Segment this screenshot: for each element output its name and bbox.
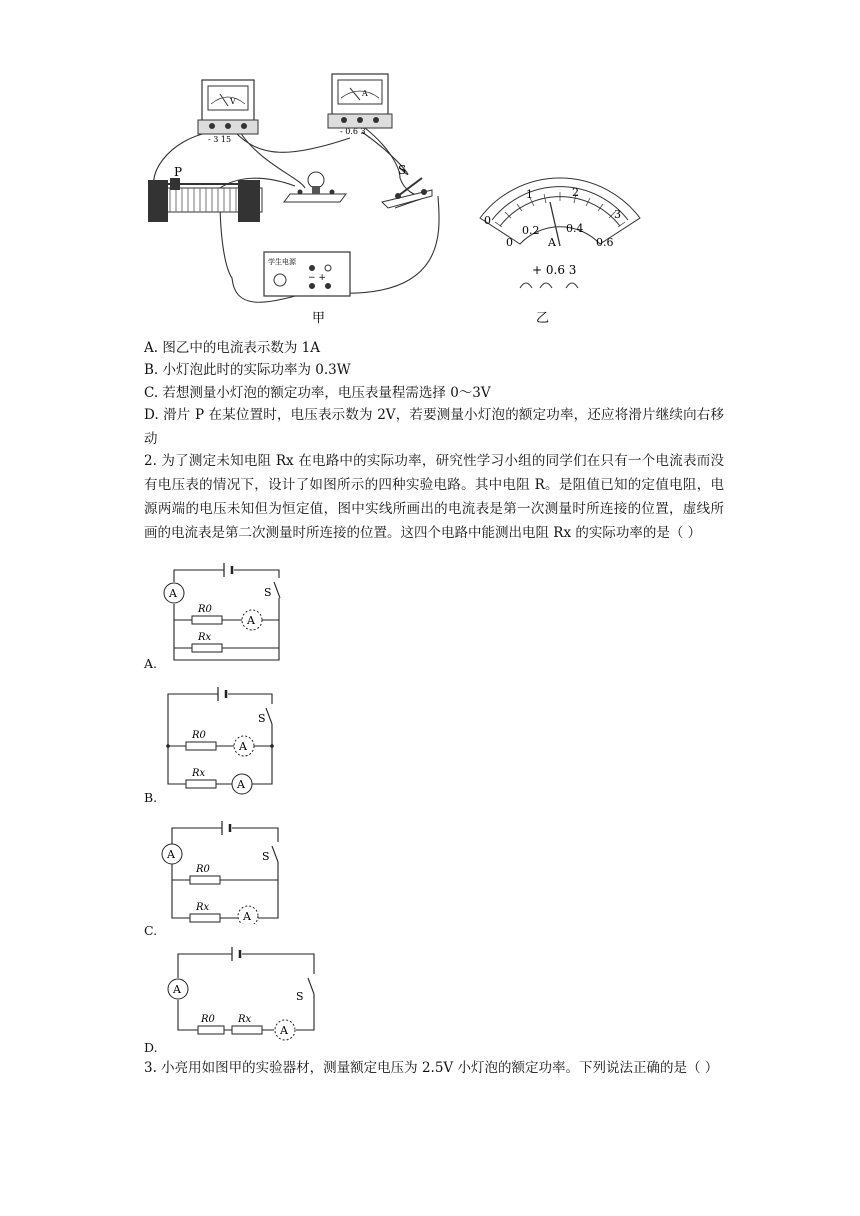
dial-outer-tick-0: 0 — [484, 214, 491, 227]
circuit-b-meter-label: A — [237, 778, 245, 791]
circuit-c-dashed-meter-label: A — [243, 910, 251, 923]
circuit-b-rx-label: Rx — [192, 768, 206, 779]
circuit-c-meter-label: A — [167, 848, 175, 861]
switch-label: S — [398, 163, 407, 177]
q2-text: 2. 为了测定未知电阻 Rx 在电路中的实际功率，研究性学习小组的同学们在只有一个电流表而没有电压表的情况下，设计了如图所示的四种实验电路。其中电阻 R。是阻值已知的定值电阻，电源两端的电压未知但为恒定值，图中实线所画出的电流表是第一次测量时所连接的位置，虚线所画的电流表是第二次测量时所连接的位置。这四个电路中能测出电阻 Rx 的实际功率的是（ ） — [144, 453, 724, 541]
dial-unit: A — [548, 236, 556, 249]
q3-text: 3. 小亮用如图甲的实验器材，测量额定电压为 2.5V 小灯泡的额定功率。下列说法正确的是（ ） — [144, 1060, 719, 1076]
ammeter-dial-figure — [480, 178, 640, 288]
dial-outer-tick-1: 1 — [526, 188, 533, 201]
circuit-d-switch-label: S — [296, 990, 304, 1003]
power-supply-device — [264, 252, 350, 296]
q1-option-a: A. 图乙中的电流表示数为 1A — [144, 340, 320, 356]
figure-experiment-apparatus — [140, 68, 660, 330]
q1-option-b: B. 小灯泡此时的实际功率为 0.3W — [144, 362, 351, 378]
circuit-d — [144, 942, 334, 1042]
circuit-b-dashed-meter-label: A — [239, 740, 247, 753]
dial-inner-tick-1: 0.2 — [522, 224, 540, 237]
slider-label: P — [174, 165, 183, 179]
dial-terminals: + 0.6 3 — [532, 263, 577, 277]
ammeter-device — [328, 74, 392, 136]
circuit-a — [144, 560, 294, 670]
figure-caption-right: 乙 — [536, 311, 550, 326]
circuit-a-rx-label: Rx — [198, 632, 212, 643]
circuit-d-meter-label: A — [173, 983, 181, 996]
bulb-device — [284, 172, 346, 202]
dial-outer-tick-3: 3 — [614, 208, 621, 221]
circuit-c-rx-label: Rx — [196, 902, 210, 913]
circuit-b — [144, 680, 294, 800]
dial-inner-tick-3: 0.6 — [596, 236, 614, 249]
q1-option-c: C. 若想测量小灯泡的额定功率，电压表量程需选择 0～3V — [144, 385, 491, 401]
circuit-a-switch-label: S — [264, 586, 272, 599]
ammeter-letter: A — [362, 89, 368, 98]
circuit-c-option-label: C. — [144, 923, 158, 938]
circuit-b-option-label: B. — [144, 790, 158, 805]
circuit-d-dashed-meter-label: A — [280, 1024, 288, 1037]
switch-device — [382, 163, 432, 208]
circuit-a-option-label: A. — [144, 656, 158, 671]
voltmeter-terminals: - 3 15 — [208, 135, 232, 144]
svg-text:− +: − + — [308, 273, 326, 283]
rheostat-device — [148, 165, 262, 222]
figure-caption-left: 甲 — [312, 311, 326, 326]
power-supply-label: 学生电源 — [268, 258, 296, 266]
voltmeter-letter: V — [230, 97, 236, 106]
q1-option-d: D. 滑片 P 在某位置时，电压表示数为 2V，若要测量小灯泡的额定功率，还应将滑片继续向右移动 — [144, 407, 724, 447]
dial-outer-tick-2: 2 — [572, 186, 579, 199]
circuit-d-rx-label: Rx — [238, 1014, 252, 1025]
circuit-d-option-label: D. — [144, 1040, 158, 1055]
circuit-b-r0-label: R0 — [192, 730, 206, 741]
circuit-a-meter-label: A — [169, 587, 177, 600]
circuit-b-switch-label: S — [258, 712, 266, 725]
circuit-d-r0-label: R0 — [201, 1014, 215, 1025]
voltmeter-device — [198, 80, 258, 144]
ammeter-terminals: - 0.6 3 — [340, 127, 366, 136]
dial-inner-tick-2: 0.4 — [566, 222, 584, 235]
dial-inner-tick-0: 0 — [506, 236, 513, 249]
circuit-c — [144, 814, 294, 924]
circuit-c-r0-label: R0 — [196, 864, 210, 875]
circuit-a-dashed-meter-label: A — [247, 614, 255, 627]
circuit-a-r0-label: R0 — [198, 604, 212, 615]
circuit-c-switch-label: S — [262, 850, 270, 863]
